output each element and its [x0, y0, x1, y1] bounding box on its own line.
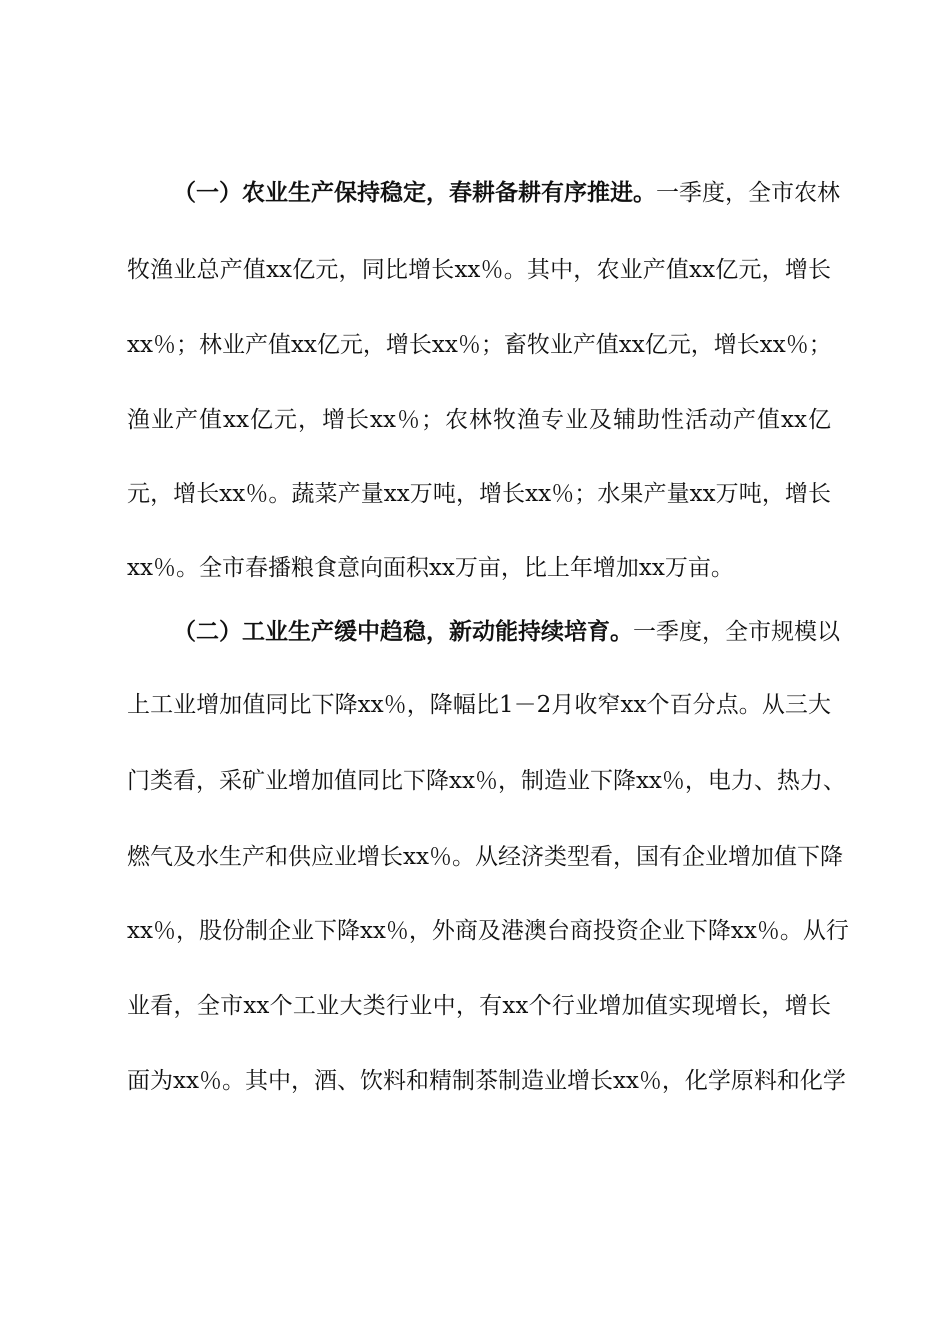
paragraph-line: 业看，全市xx个工业大类行业中，有xx个行业增加值实现增长，增长 — [127, 993, 831, 1019]
paragraph-line: 门类看，采矿业增加值同比下降xx％，制造业下降xx％，电力、热力、 — [127, 768, 846, 794]
paragraph-line: xx％。全市春播粮食意向面积xx万亩，比上年增加xx万亩。 — [127, 555, 734, 581]
paragraph-line — [173, 617, 840, 647]
paragraph-line: 上工业增加值同比下降xx％，降幅比1－2月收窄xx个百分点。从三大 — [127, 692, 831, 718]
paragraph-line: 燃气及水生产和供应业增长xx％。从经济类型看，国有企业增加值下降 — [127, 844, 843, 870]
section-heading: （一）农业生产保持稳定，春耕备耕有序推进。 — [173, 179, 656, 206]
paragraph-line: xx％；林业产值xx亿元，增长xx％；畜牧业产值xx亿元，增长xx％； — [127, 332, 832, 358]
line-text: 一季度，全市规模以 — [633, 619, 840, 645]
section-heading: （二）工业生产缓中趋稳，新动能持续培育。 — [173, 618, 633, 645]
paragraph-line: 牧渔业总产值xx亿元，同比增长xx％。其中，农业产值xx亿元，增长 — [127, 257, 831, 283]
paragraph-line: 元，增长xx％。蔬菜产量xx万吨，增长xx％；水果产量xx万吨，增长 — [127, 481, 831, 507]
paragraph-line: xx％，股份制企业下降xx％，外商及港澳台商投资企业下降xx％。从行 — [127, 918, 849, 944]
paragraph-line: 渔业产值xx亿元，增长xx％；农林牧渔专业及辅助性活动产值xx亿 — [127, 407, 831, 433]
line-text: 一季度，全市农林 — [656, 180, 840, 206]
paragraph-line — [173, 178, 840, 208]
paragraph-line: 面为xx％。其中，酒、饮料和精制茶制造业增长xx％，化学原料和化学 — [127, 1068, 846, 1094]
